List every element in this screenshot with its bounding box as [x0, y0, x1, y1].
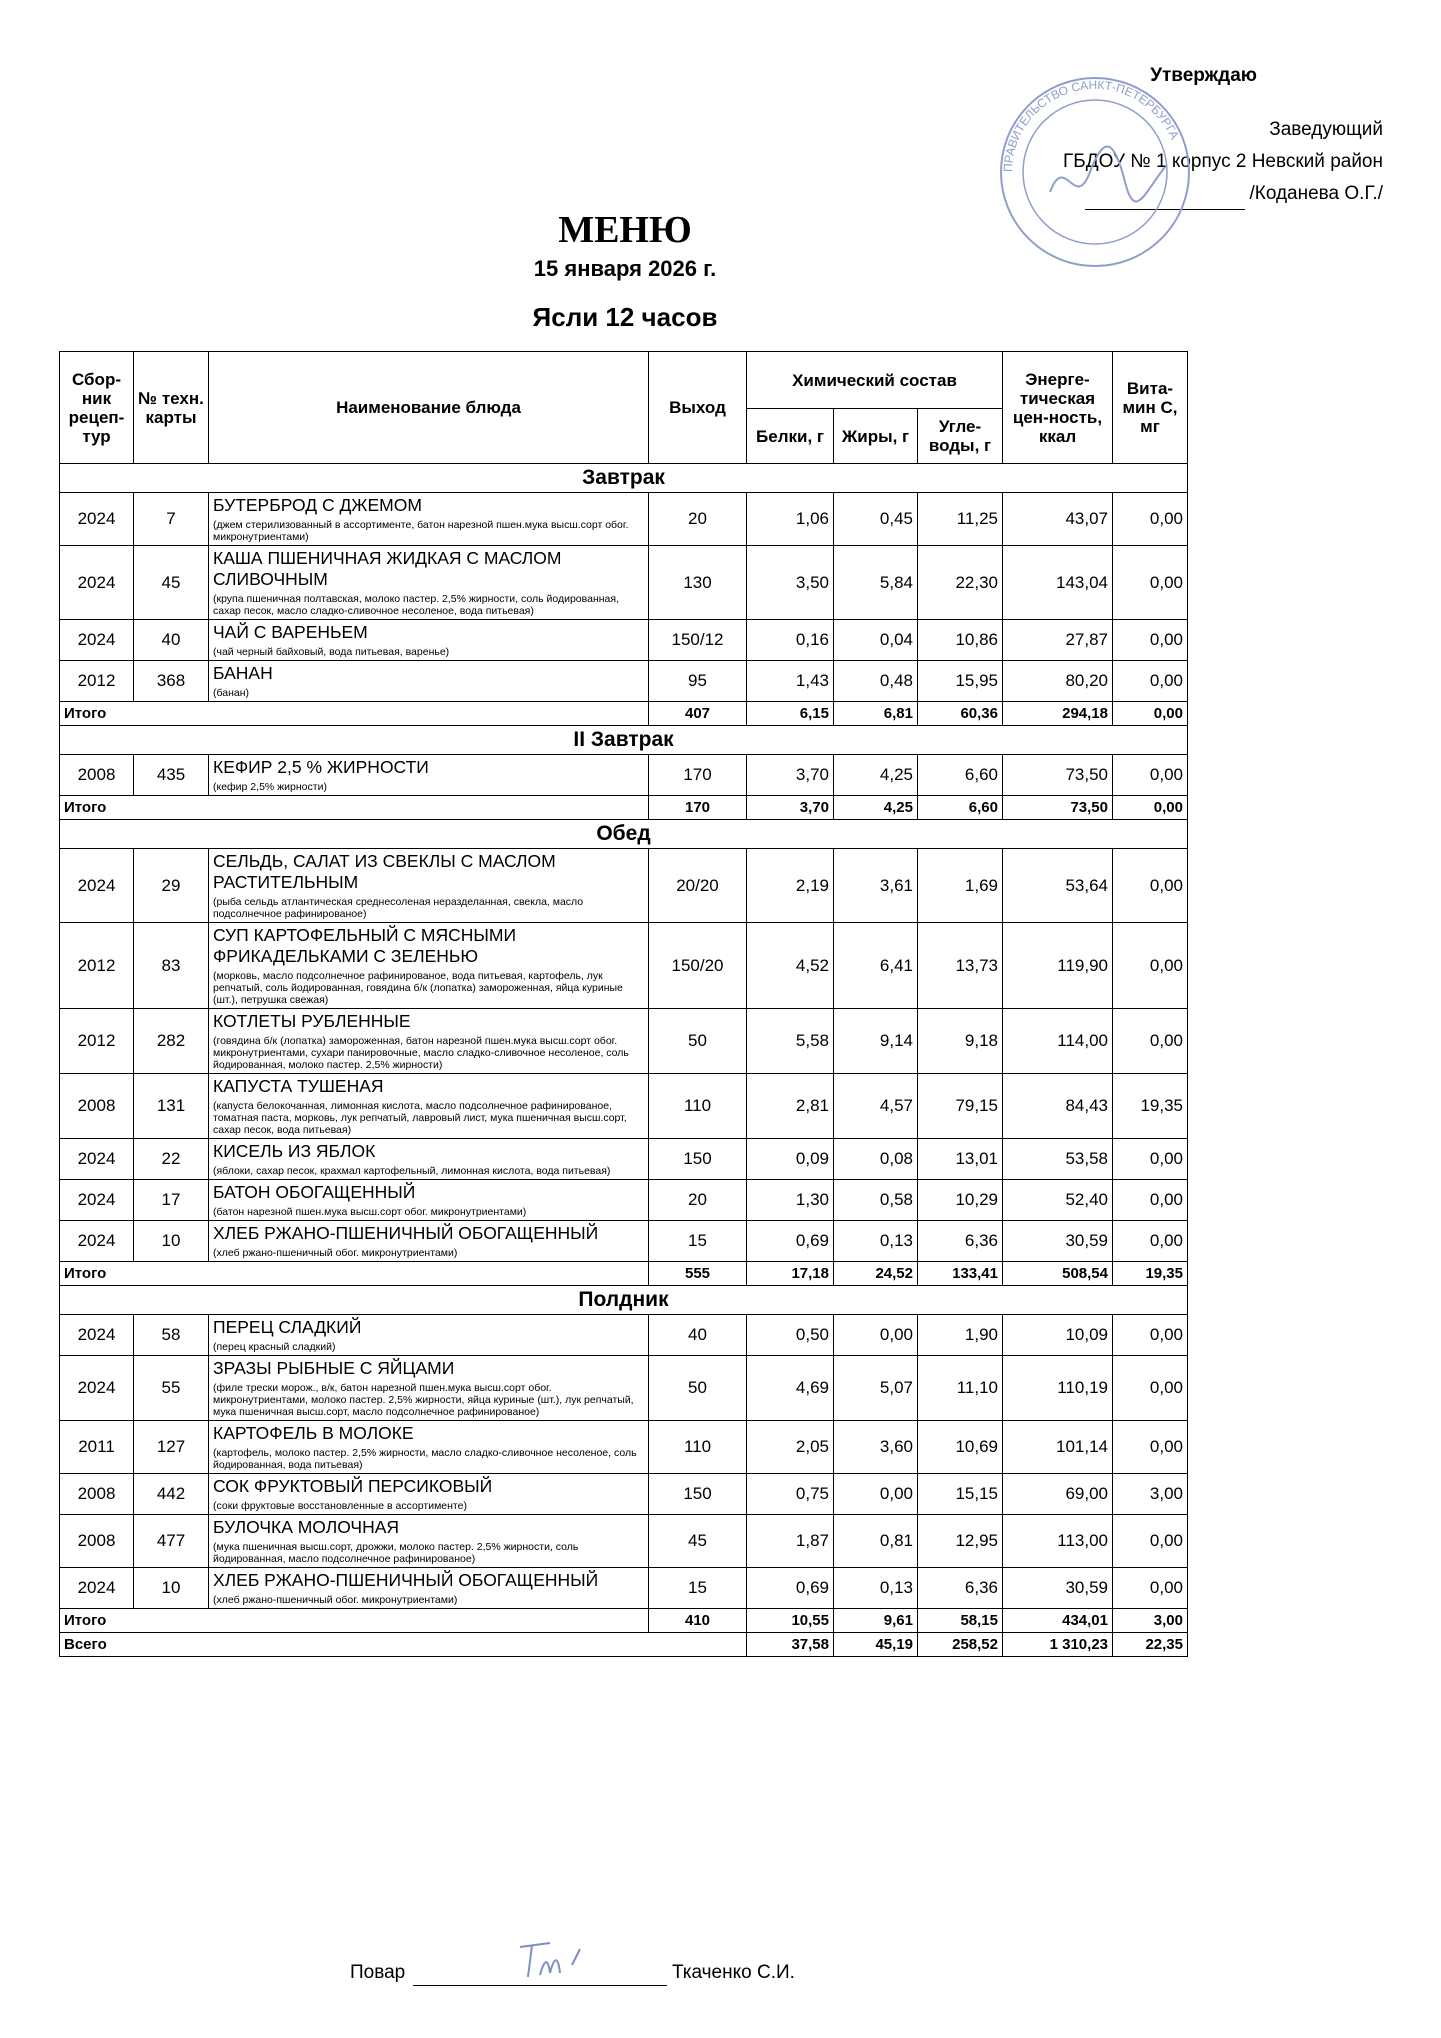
table-row	[60, 1074, 1188, 1139]
vitamin-value: 0,00	[1113, 1180, 1188, 1221]
total-vitamin: 0,00	[1113, 702, 1188, 726]
fats-value: 0,48	[834, 661, 918, 702]
vitamin-value: 0,00	[1113, 1515, 1188, 1568]
proteins-value: 2,81	[747, 1074, 834, 1139]
total-proteins: 3,70	[747, 796, 834, 820]
proteins-value: 2,19	[747, 849, 834, 923]
svg-text:ПРАВИТЕЛЬСТВО САНКТ-ПЕТЕРБУРГА	[1001, 78, 1182, 172]
carbs-value: 15,15	[918, 1474, 1003, 1515]
section-title: II Завтрак	[60, 726, 1188, 755]
carbs-value: 13,73	[918, 923, 1003, 1009]
total-fats: 24,52	[834, 1262, 918, 1286]
dish-composition: (чай черный байховый, вода питьевая, варенье)	[213, 646, 450, 658]
cook-label: Повар	[350, 1962, 406, 1983]
output-value: 110	[649, 1421, 747, 1474]
dish-name: ХЛЕБ РЖАНО-ПШЕНИЧНЫЙ ОБОГАЩЕННЫЙ	[213, 1570, 599, 1590]
tech-card-number: 55	[134, 1356, 209, 1421]
dish-composition: (яблоки, сахар песок, крахмал картофельный, лимонная кислота, вода питьевая)	[213, 1165, 611, 1177]
output-value: 150	[649, 1474, 747, 1515]
total-carbs: 6,60	[918, 796, 1003, 820]
dish-name: КИСЕЛЬ ИЗ ЯБЛОК	[213, 1141, 376, 1161]
output-value: 50	[649, 1356, 747, 1421]
energy-value: 69,00	[1003, 1474, 1113, 1515]
dish-name: КАША ПШЕНИЧНАЯ ЖИДКАЯ С МАСЛОМ СЛИВОЧНЫМ	[213, 548, 562, 589]
vitamin-value: 0,00	[1113, 1421, 1188, 1474]
section-header	[60, 464, 1188, 493]
carbs-value: 11,25	[918, 493, 1003, 546]
total-label: Итого	[60, 1262, 649, 1286]
table-row	[60, 493, 1188, 546]
dish-cell	[209, 1474, 649, 1515]
total-fats: 6,81	[834, 702, 918, 726]
energy-value: 114,00	[1003, 1009, 1113, 1074]
approval-title: Утверждаю	[1150, 65, 1257, 86]
table-row	[60, 546, 1188, 620]
proteins-value: 0,69	[747, 1568, 834, 1609]
recipe-collection-year: 2011	[60, 1421, 134, 1474]
approval-org: ГБДОУ № 1 корпус 2 Невский район	[1063, 151, 1383, 172]
dish-name: ХЛЕБ РЖАНО-ПШЕНИЧНЫЙ ОБОГАЩЕННЫЙ	[213, 1223, 599, 1243]
recipe-collection-year: 2024	[60, 1315, 134, 1356]
fats-value: 5,07	[834, 1356, 918, 1421]
dish-name: БУТЕРБРОД С ДЖЕМОМ	[213, 495, 422, 515]
vitamin-value: 0,00	[1113, 661, 1188, 702]
dish-cell	[209, 661, 649, 702]
table-row	[60, 1009, 1188, 1074]
dish-cell	[209, 849, 649, 923]
vitamin-value: 0,00	[1113, 1009, 1188, 1074]
tech-card-number: 282	[134, 1009, 209, 1074]
total-vitamin: 0,00	[1113, 796, 1188, 820]
carbs-value: 10,29	[918, 1180, 1003, 1221]
dish-composition: (мука пшеничная высш.сорт, дрожжи, молоко пастер. 2,5% жирности, соль йодированная, масло подсолнечное рафинированое)	[213, 1541, 579, 1565]
output-value: 20	[649, 493, 747, 546]
proteins-value: 0,75	[747, 1474, 834, 1515]
cook-name: Ткаченко С.И.	[672, 1962, 795, 1983]
recipe-collection-year: 2024	[60, 1568, 134, 1609]
output-value: 170	[649, 755, 747, 796]
dish-composition: (рыба сельдь атлантическая среднесоленая неразделанная, свекла, масло подсолнечное рафинированое)	[213, 896, 584, 920]
dish-name: КЕФИР 2,5 % ЖИРНОСТИ	[213, 757, 429, 777]
output-value: 45	[649, 1515, 747, 1568]
output-value: 20	[649, 1180, 747, 1221]
energy-value: 43,07	[1003, 493, 1113, 546]
dish-composition: (джем стерилизованный в ассортименте, батон нарезной пшен.мука высш.сорт обог. микронутриентами)	[213, 519, 629, 543]
carbs-value: 13,01	[918, 1139, 1003, 1180]
recipe-collection-year: 2024	[60, 1180, 134, 1221]
table-row	[60, 1421, 1188, 1474]
vitamin-value: 19,35	[1113, 1074, 1188, 1139]
col-proteins: Белки, г	[747, 409, 834, 464]
total-fats: 4,25	[834, 796, 918, 820]
energy-value: 119,90	[1003, 923, 1113, 1009]
dish-composition: (батон нарезной пшен.мука высш.сорт обог. микронутриентами)	[213, 1206, 527, 1218]
fats-value: 3,60	[834, 1421, 918, 1474]
dish-name: КОТЛЕТЫ РУБЛЕННЫЕ	[213, 1011, 411, 1031]
recipe-collection-year: 2024	[60, 1221, 134, 1262]
output-value: 15	[649, 1221, 747, 1262]
output-value: 150/20	[649, 923, 747, 1009]
total-carbs: 60,36	[918, 702, 1003, 726]
vitamin-value: 0,00	[1113, 493, 1188, 546]
vitamin-value: 0,00	[1113, 620, 1188, 661]
grand-total-label: Всего	[60, 1633, 747, 1657]
fats-value: 0,81	[834, 1515, 918, 1568]
total-label: Итого	[60, 702, 649, 726]
tech-card-number: 10	[134, 1221, 209, 1262]
total-vitamin: 3,00	[1113, 1609, 1188, 1633]
recipe-collection-year: 2024	[60, 493, 134, 546]
tech-card-number: 10	[134, 1568, 209, 1609]
fats-value: 0,13	[834, 1568, 918, 1609]
total-output: 555	[649, 1262, 747, 1286]
fats-value: 0,00	[834, 1474, 918, 1515]
vitamin-value: 0,00	[1113, 1139, 1188, 1180]
fats-value: 0,13	[834, 1221, 918, 1262]
energy-value: 110,19	[1003, 1356, 1113, 1421]
dish-composition: (филе трески морож., в/к, батон нарезной пшен.мука высш.сорт обог. микронутриентами, молоко пастер. 2,5% жирности, яйца куриные (шт.), лук репчатый, мука пшеничная высш.сорт, масло подсолнечное рафинированое)	[213, 1382, 634, 1418]
dish-name: БУЛОЧКА МОЛОЧНАЯ	[213, 1517, 400, 1537]
col-dish: Наименование блюда	[209, 352, 649, 464]
grand-total-row	[60, 1633, 1188, 1657]
proteins-value: 0,09	[747, 1139, 834, 1180]
dish-name: ЧАЙ С ВАРЕНЬЕМ	[213, 622, 368, 642]
vitamin-value: 0,00	[1113, 923, 1188, 1009]
recipe-collection-year: 2008	[60, 1474, 134, 1515]
dish-cell	[209, 620, 649, 661]
section-title: Обед	[60, 820, 1188, 849]
dish-composition: (кефир 2,5% жирности)	[213, 781, 327, 793]
menu-body	[60, 464, 1188, 1657]
output-value: 150/12	[649, 620, 747, 661]
energy-value: 113,00	[1003, 1515, 1113, 1568]
energy-value: 143,04	[1003, 546, 1113, 620]
menu-title: МЕНЮ	[558, 209, 692, 251]
tech-card-number: 131	[134, 1074, 209, 1139]
stamp-text: ПРАВИТЕЛЬСТВО САНКТ-ПЕТЕРБУРГА	[1000, 77, 1182, 173]
approval-signature: /Коданева О.Г./	[1249, 183, 1383, 204]
fats-value: 0,58	[834, 1180, 918, 1221]
total-vitamin: 19,35	[1113, 1262, 1188, 1286]
table-row	[60, 1315, 1188, 1356]
grand-total-vitamin: 22,35	[1113, 1633, 1188, 1657]
total-proteins: 6,15	[747, 702, 834, 726]
proteins-value: 4,69	[747, 1356, 834, 1421]
total-energy: 434,01	[1003, 1609, 1113, 1633]
output-value: 150	[649, 1139, 747, 1180]
fats-value: 9,14	[834, 1009, 918, 1074]
tech-card-number: 435	[134, 755, 209, 796]
menu-table	[59, 351, 1188, 1657]
cook-signature-line	[413, 1985, 667, 1986]
recipe-collection-year: 2012	[60, 1009, 134, 1074]
recipe-collection-year: 2008	[60, 755, 134, 796]
table-row	[60, 1221, 1188, 1262]
dish-cell	[209, 1568, 649, 1609]
recipe-collection-year: 2024	[60, 849, 134, 923]
vitamin-value: 3,00	[1113, 1474, 1188, 1515]
total-output: 170	[649, 796, 747, 820]
col-energy: Энерге-тическая цен-ность, ккал	[1003, 352, 1113, 464]
energy-value: 30,59	[1003, 1568, 1113, 1609]
output-value: 40	[649, 1315, 747, 1356]
dish-name: ПЕРЕЦ СЛАДКИЙ	[213, 1317, 362, 1337]
carbs-value: 6,36	[918, 1221, 1003, 1262]
tech-card-number: 7	[134, 493, 209, 546]
vitamin-value: 0,00	[1113, 1221, 1188, 1262]
dish-composition: (крупа пшеничная полтавская, молоко пастер. 2,5% жирности, соль йодированная, сахар песок, масло сладко-сливочное несоленое, вода питьевая)	[213, 593, 619, 617]
energy-value: 73,50	[1003, 755, 1113, 796]
recipe-collection-year: 2024	[60, 1139, 134, 1180]
dish-cell	[209, 546, 649, 620]
recipe-collection-year: 2024	[60, 620, 134, 661]
output-value: 50	[649, 1009, 747, 1074]
carbs-value: 1,69	[918, 849, 1003, 923]
grand-total-proteins: 37,58	[747, 1633, 834, 1657]
cook-signature	[510, 1935, 620, 1985]
col-fats: Жиры, г	[834, 409, 918, 464]
proteins-value: 2,05	[747, 1421, 834, 1474]
dish-name: СЕЛЬДЬ, САЛАТ ИЗ СВЕКЛЫ С МАСЛОМ РАСТИТЕЛЬНЫМ	[213, 851, 556, 892]
vitamin-value: 0,00	[1113, 755, 1188, 796]
vitamin-value: 0,00	[1113, 1315, 1188, 1356]
dish-cell	[209, 1074, 649, 1139]
total-label: Итого	[60, 796, 649, 820]
menu-date: 15 января 2026 г.	[533, 256, 717, 281]
section-header	[60, 1286, 1188, 1315]
total-fats: 9,61	[834, 1609, 918, 1633]
carbs-value: 10,86	[918, 620, 1003, 661]
total-proteins: 17,18	[747, 1262, 834, 1286]
dish-composition: (хлеб ржано-пшеничный обог. микронутриентами)	[213, 1594, 458, 1606]
carbs-value: 11,10	[918, 1356, 1003, 1421]
col-chem: Химический состав	[747, 352, 1003, 409]
total-energy: 508,54	[1003, 1262, 1113, 1286]
carbs-value: 6,60	[918, 755, 1003, 796]
carbs-value: 15,95	[918, 661, 1003, 702]
dish-cell	[209, 493, 649, 546]
grand-total-carbs: 258,52	[918, 1633, 1003, 1657]
vitamin-value: 0,00	[1113, 546, 1188, 620]
total-output: 407	[649, 702, 747, 726]
total-energy: 73,50	[1003, 796, 1113, 820]
recipe-collection-year: 2024	[60, 1356, 134, 1421]
total-carbs: 58,15	[918, 1609, 1003, 1633]
recipe-collection-year: 2012	[60, 661, 134, 702]
dish-name: БАНАН	[213, 663, 273, 683]
grand-total-energy: 1 310,23	[1003, 1633, 1113, 1657]
tech-card-number: 58	[134, 1315, 209, 1356]
table-row	[60, 1474, 1188, 1515]
dish-composition: (соки фруктовые восстановленные в ассортименте)	[213, 1500, 467, 1512]
energy-value: 101,14	[1003, 1421, 1113, 1474]
col-collection: Сбор-ник рецеп-тур	[60, 352, 134, 464]
dish-composition: (банан)	[213, 687, 250, 699]
energy-value: 27,87	[1003, 620, 1113, 661]
dish-cell	[209, 1421, 649, 1474]
carbs-value: 1,90	[918, 1315, 1003, 1356]
table-row	[60, 620, 1188, 661]
tech-card-number: 127	[134, 1421, 209, 1474]
total-output: 410	[649, 1609, 747, 1633]
energy-value: 84,43	[1003, 1074, 1113, 1139]
dish-name: КАПУСТА ТУШЕНАЯ	[213, 1076, 384, 1096]
dish-composition: (картофель, молоко пастер. 2,5% жирности, масло сладко-сливочное несоленое, соль йодированная, вода питьевая)	[213, 1447, 637, 1471]
section-header	[60, 726, 1188, 755]
fats-value: 0,45	[834, 493, 918, 546]
tech-card-number: 83	[134, 923, 209, 1009]
energy-value: 80,20	[1003, 661, 1113, 702]
section-title: Полдник	[60, 1286, 1188, 1315]
fats-value: 0,04	[834, 620, 918, 661]
total-row	[60, 796, 1188, 820]
fats-value: 0,00	[834, 1315, 918, 1356]
fats-value: 3,61	[834, 849, 918, 923]
tech-card-number: 40	[134, 620, 209, 661]
dish-composition: (говядина б/к (лопатка) замороженная, батон нарезной пшен.мука высш.сорт обог. микронутриентами, сухари панировочные, масло сладко-сливочное несоленое, соль йодированная, молоко пастер. 2,5% жирности)	[213, 1035, 629, 1071]
dish-composition: (капуста белокочанная, лимонная кислота, масло подсолнечное рафинированое, томатная паста, морковь, лук репчатый, лавровый лист, мука пшеничная высш.сорт, сахар песок, вода питьевая)	[213, 1100, 627, 1136]
energy-value: 30,59	[1003, 1221, 1113, 1262]
total-energy: 294,18	[1003, 702, 1113, 726]
dish-cell	[209, 1180, 649, 1221]
proteins-value: 1,43	[747, 661, 834, 702]
col-tech-card: № техн. карты	[134, 352, 209, 464]
proteins-value: 0,50	[747, 1315, 834, 1356]
table-row	[60, 661, 1188, 702]
fats-value: 5,84	[834, 546, 918, 620]
table-row	[60, 1139, 1188, 1180]
tech-card-number: 368	[134, 661, 209, 702]
carbs-value: 79,15	[918, 1074, 1003, 1139]
proteins-value: 0,69	[747, 1221, 834, 1262]
dish-name: СУП КАРТОФЕЛЬНЫЙ С МЯСНЫМИ ФРИКАДЕЛЬКАМИ С ЗЕЛЕНЬЮ	[213, 925, 517, 966]
proteins-value: 0,16	[747, 620, 834, 661]
fats-value: 4,57	[834, 1074, 918, 1139]
carbs-value: 9,18	[918, 1009, 1003, 1074]
dish-composition: (перец красный сладкий)	[213, 1341, 336, 1353]
proteins-value: 1,06	[747, 493, 834, 546]
table-row	[60, 849, 1188, 923]
carbs-value: 6,36	[918, 1568, 1003, 1609]
proteins-value: 4,52	[747, 923, 834, 1009]
fats-value: 0,08	[834, 1139, 918, 1180]
total-row	[60, 1262, 1188, 1286]
carbs-value: 12,95	[918, 1515, 1003, 1568]
col-output: Выход	[649, 352, 747, 464]
dish-name: ЗРАЗЫ РЫБНЫЕ С ЯЙЦАМИ	[213, 1358, 455, 1378]
output-value: 95	[649, 661, 747, 702]
proteins-value: 3,70	[747, 755, 834, 796]
table-row	[60, 1568, 1188, 1609]
tech-card-number: 17	[134, 1180, 209, 1221]
energy-value: 52,40	[1003, 1180, 1113, 1221]
fats-value: 4,25	[834, 755, 918, 796]
col-carbs: Угле-воды, г	[918, 409, 1003, 464]
fats-value: 6,41	[834, 923, 918, 1009]
dish-composition: (хлеб ржано-пшеничный обог. микронутриентами)	[213, 1247, 458, 1259]
tech-card-number: 442	[134, 1474, 209, 1515]
dish-name: КАРТОФЕЛЬ В МОЛОКЕ	[213, 1423, 414, 1443]
proteins-value: 1,87	[747, 1515, 834, 1568]
output-value: 130	[649, 546, 747, 620]
section-title: Завтрак	[60, 464, 1188, 493]
output-value: 15	[649, 1568, 747, 1609]
dish-cell	[209, 923, 649, 1009]
total-proteins: 10,55	[747, 1609, 834, 1633]
dish-cell	[209, 1315, 649, 1356]
total-row	[60, 702, 1188, 726]
proteins-value: 1,30	[747, 1180, 834, 1221]
dish-name: БАТОН ОБОГАЩЕННЫЙ	[213, 1182, 416, 1202]
recipe-collection-year: 2012	[60, 923, 134, 1009]
tech-card-number: 477	[134, 1515, 209, 1568]
section-header	[60, 820, 1188, 849]
table-row	[60, 1515, 1188, 1568]
grand-total-fats: 45,19	[834, 1633, 918, 1657]
vitamin-value: 0,00	[1113, 1356, 1188, 1421]
dish-cell	[209, 1515, 649, 1568]
tech-card-number: 45	[134, 546, 209, 620]
output-value: 20/20	[649, 849, 747, 923]
total-carbs: 133,41	[918, 1262, 1003, 1286]
energy-value: 53,58	[1003, 1139, 1113, 1180]
recipe-collection-year: 2024	[60, 546, 134, 620]
menu-group: Ясли 12 часов	[532, 302, 718, 332]
dish-name: СОК ФРУКТОВЫЙ ПЕРСИКОВЫЙ	[213, 1476, 493, 1496]
carbs-value: 22,30	[918, 546, 1003, 620]
vitamin-value: 0,00	[1113, 849, 1188, 923]
dish-cell	[209, 1221, 649, 1262]
vitamin-value: 0,00	[1113, 1568, 1188, 1609]
dish-cell	[209, 1139, 649, 1180]
carbs-value: 10,69	[918, 1421, 1003, 1474]
table-row	[60, 1180, 1188, 1221]
table-row	[60, 1356, 1188, 1421]
output-value: 110	[649, 1074, 747, 1139]
col-vitamin: Вита-мин С, мг	[1113, 352, 1188, 464]
table-row	[60, 923, 1188, 1009]
dish-cell	[209, 1356, 649, 1421]
approval-position: Заведующий	[1269, 119, 1383, 140]
dish-cell	[209, 755, 649, 796]
dish-cell	[209, 1009, 649, 1074]
proteins-value: 5,58	[747, 1009, 834, 1074]
recipe-collection-year: 2008	[60, 1515, 134, 1568]
table-row	[60, 755, 1188, 796]
recipe-collection-year: 2008	[60, 1074, 134, 1139]
energy-value: 53,64	[1003, 849, 1113, 923]
tech-card-number: 22	[134, 1139, 209, 1180]
energy-value: 10,09	[1003, 1315, 1113, 1356]
total-label: Итого	[60, 1609, 649, 1633]
dish-composition: (морковь, масло подсолнечное рафинированое, вода питьевая, картофель, лук репчатый, соль йодированная, говядина б/к (лопатка) замороженная, яйца куриные (шт.), петрушка свежая)	[213, 970, 623, 1006]
tech-card-number: 29	[134, 849, 209, 923]
proteins-value: 3,50	[747, 546, 834, 620]
total-row	[60, 1609, 1188, 1633]
